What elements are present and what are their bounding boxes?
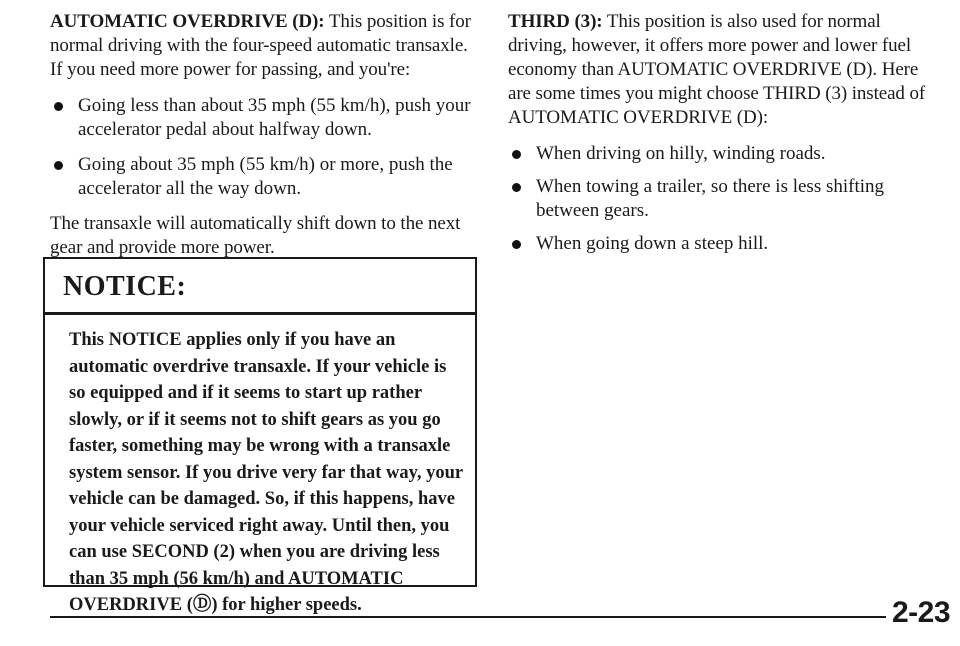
list-item (508, 175, 938, 223)
third-description: This position is also used for normal driving, however, it offers more power and lower fuel economy than AUTOMATIC OVERDRIVE (D). Here are some times you might choose THIRD (3) instead of AUTOMATIC OVERDRIVE (D): (508, 11, 926, 128)
overdrive-description: This position is for normal driving with the four-speed automatic transaxle. If you need more power for passing, and you're: (50, 11, 471, 80)
footer-rule (50, 616, 886, 618)
list-item (508, 142, 938, 166)
third-paragraph (508, 10, 938, 130)
bullet-icon (54, 102, 63, 111)
third-bullet-list (508, 142, 938, 256)
third-heading: THIRD (3): (508, 11, 603, 32)
bullet-text: Going less than about 35 mph (55 km/h), push your accelerator pedal about halfway down. (78, 95, 471, 140)
overdrive-paragraph (50, 10, 480, 82)
notice-body: This NOTICE applies only if you have an automatic overdrive transaxle. If your vehicle is so equipped and if it seems to start up rather slowly, or if it seems not to shift gears as you go faster, something may be wrong with a transaxle system sensor. If you drive very far that way, your vehicle can be damaged. So, if this happens, have your vehicle serviced right away. Until then, you can use SECOND (2) when you are driving less than 35 mph (56 km/h) and AUTOMATIC OVERDRIVE (Ⓓ) for higher speeds. (69, 330, 463, 615)
bullet-text: Going about 35 mph (55 km/h) or more, push the accelerator all the way down. (78, 154, 453, 199)
list-item (508, 232, 938, 256)
bullet-icon (54, 161, 63, 170)
right-column (508, 0, 938, 256)
page-number: 2-23 (891, 596, 950, 629)
passing-bullet-list (50, 94, 480, 201)
notice-heading: NOTICE: (45, 259, 475, 315)
notice-box (43, 257, 477, 615)
bullet-text: When going down a steep hill. (536, 233, 769, 254)
bullet-icon (512, 150, 521, 159)
bullet-icon (512, 183, 521, 192)
bullet-text: When towing a trailer, so there is less shifting between gears. (536, 176, 885, 221)
list-item (50, 153, 480, 201)
bullet-text: When driving on hilly, winding roads. (536, 143, 826, 164)
list-item (50, 94, 480, 142)
overdrive-heading: AUTOMATIC OVERDRIVE (D): (50, 11, 325, 32)
downshift-paragraph: The transaxle will automatically shift down to the next gear and provide more power. (50, 213, 461, 258)
bullet-icon (512, 240, 521, 249)
left-column (50, 0, 480, 260)
